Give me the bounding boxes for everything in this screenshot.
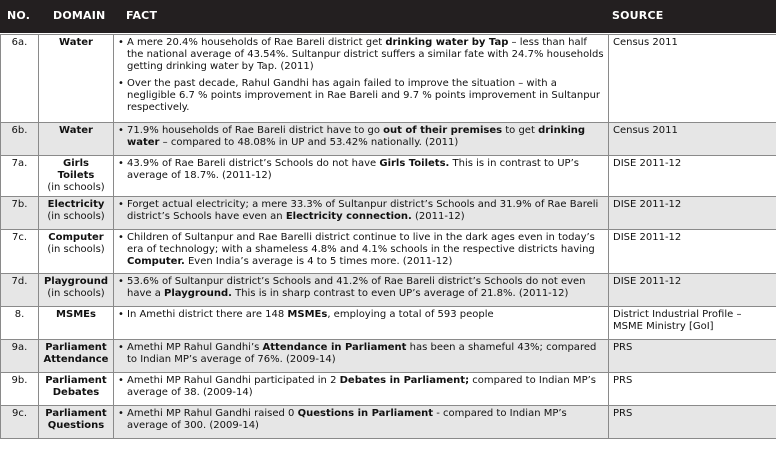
table-row xyxy=(1,373,776,406)
bullet-icon: • xyxy=(118,232,124,243)
row-domain xyxy=(39,406,114,439)
domain-subtitle: (in schools) xyxy=(47,244,105,255)
table-row xyxy=(1,35,776,123)
fact-bullet xyxy=(118,408,604,432)
fact-bullet xyxy=(118,78,604,114)
row-source: DISE 2011-12 xyxy=(609,156,776,197)
row-source: District Industrial Profile – MSME Ministry [GoI] xyxy=(609,307,776,340)
fact-text: to get xyxy=(502,125,539,136)
row-domain xyxy=(39,156,114,197)
fact-emphasis: Computer. xyxy=(127,256,185,267)
row-source: DISE 2011-12 xyxy=(609,197,776,230)
fact-emphasis: out of their premises xyxy=(383,125,503,136)
domain-name: Electricity xyxy=(47,199,105,210)
row-fact xyxy=(114,373,609,406)
row-source: PRS xyxy=(609,373,776,406)
fact-text: Children of Sultanpur and Rae Barelli district continue to live in the dark ages even in today’s era of technology; with a shameless 4.8% and 4.1% schools in the respective districts having xyxy=(127,232,595,255)
fact-bullet xyxy=(118,276,604,300)
fact-text: Amethi MP Rahul Gandhi raised 0 xyxy=(127,408,298,419)
table-row xyxy=(1,307,776,340)
row-number: 7a. xyxy=(1,156,39,197)
fact-text: 71.9% households of Rae Bareli district have to go xyxy=(127,125,384,136)
fact-bullet xyxy=(118,158,604,182)
table-row xyxy=(1,197,776,230)
fact-text: Amethi MP Rahul Gandhi participated in 2 xyxy=(127,375,340,386)
header-fact: FACT xyxy=(126,9,158,22)
row-domain xyxy=(39,123,114,156)
row-number: 9b. xyxy=(1,373,39,406)
row-fact xyxy=(114,340,609,373)
bullet-icon: • xyxy=(118,375,124,386)
table-header xyxy=(0,0,776,33)
fact-emphasis: Girls Toilets. xyxy=(379,158,450,169)
table-row xyxy=(1,123,776,156)
domain-name: MSMEs xyxy=(56,309,96,320)
table-row xyxy=(1,406,776,439)
header-domain: DOMAIN xyxy=(53,9,106,22)
fact-text: - compared to Indian MP’s average of 300. (2009-14) xyxy=(127,408,567,431)
domain-name: Parliament Debates xyxy=(45,375,107,398)
table-row xyxy=(1,156,776,197)
domain-subtitle: (in schools) xyxy=(47,211,105,222)
fact-text: 53.6% of Sultanpur district’s Schools and 41.2% of Rae Bareli district’s Schools do not even have a xyxy=(127,276,586,299)
domain-name: Parliament Questions xyxy=(45,408,107,431)
fact-text: A mere 20.4% households of Rae Bareli district get xyxy=(127,37,386,48)
domain-name: Computer xyxy=(48,232,104,243)
fact-text: has been a shameful 43%; compared to Indian MP’s average of 76%. (2009-14) xyxy=(127,342,597,365)
fact-text: 43.9% of Rae Bareli district’s Schools do not have xyxy=(127,158,380,169)
fact-emphasis: drinking water xyxy=(127,125,586,148)
row-source: PRS xyxy=(609,340,776,373)
row-domain xyxy=(39,340,114,373)
row-number: 8. xyxy=(1,307,39,340)
row-source: PRS xyxy=(609,406,776,439)
row-number: 7d. xyxy=(1,274,39,307)
fact-emphasis: Playground. xyxy=(164,288,232,299)
row-number: 7b. xyxy=(1,197,39,230)
fact-bullet xyxy=(118,199,604,223)
fact-emphasis: Questions in Parliament xyxy=(297,408,434,419)
row-fact xyxy=(114,35,609,123)
domain-subtitle: (in schools) xyxy=(47,182,105,193)
bullet-icon: • xyxy=(118,199,124,210)
fact-text: Even India’s average is 4 to 5 times more. (2011-12) xyxy=(184,256,453,267)
row-fact xyxy=(114,197,609,230)
bullet-icon: • xyxy=(118,309,124,320)
fact-text: In Amethi district there are 148 xyxy=(127,309,288,320)
bullet-icon: • xyxy=(118,78,124,89)
row-number: 7c. xyxy=(1,230,39,274)
row-number: 6a. xyxy=(1,35,39,123)
fact-bullet xyxy=(118,125,604,149)
fact-emphasis: Electricity connection. xyxy=(285,211,412,222)
fact-emphasis: Debates in Parliament; xyxy=(339,375,470,386)
fact-text: , employing a total of 593 people xyxy=(327,309,494,320)
fact-text: (2011-12) xyxy=(411,211,465,222)
row-fact xyxy=(114,156,609,197)
fact-bullet xyxy=(118,375,604,399)
row-domain xyxy=(39,35,114,123)
row-number: 9a. xyxy=(1,340,39,373)
row-domain xyxy=(39,230,114,274)
header-no: NO. xyxy=(7,9,31,22)
fact-text: This is in contrast to UP’s average of 18.7%. (2011-12) xyxy=(127,158,579,181)
bullet-icon: • xyxy=(118,276,124,287)
row-source: Census 2011 xyxy=(609,123,776,156)
row-domain xyxy=(39,197,114,230)
fact-text: This is in sharp contrast to even UP’s average of 21.8%. (2011-12) xyxy=(231,288,569,299)
row-number: 6b. xyxy=(1,123,39,156)
row-fact xyxy=(114,230,609,274)
row-domain xyxy=(39,307,114,340)
domain-name: Water xyxy=(59,125,93,136)
fact-emphasis: MSMEs xyxy=(287,309,328,320)
fact-bullet xyxy=(118,342,604,366)
bullet-icon: • xyxy=(118,158,124,169)
header-source: SOURCE xyxy=(612,9,664,22)
row-fact xyxy=(114,274,609,307)
bullet-icon: • xyxy=(118,37,124,48)
row-fact xyxy=(114,406,609,439)
table-row xyxy=(1,274,776,307)
row-source: Census 2011 xyxy=(609,35,776,123)
fact-bullet xyxy=(118,37,604,73)
row-source: DISE 2011-12 xyxy=(609,230,776,274)
facts-table xyxy=(0,34,776,439)
domain-name: Parliament Attendance xyxy=(43,342,109,365)
fact-text: – compared to 48.08% in UP and 53.42% nationally. (2011) xyxy=(159,137,459,148)
fact-text: compared to Indian MP’s average of 38. (2009-14) xyxy=(127,375,596,398)
table-row xyxy=(1,340,776,373)
fact-emphasis: Attendance in Parliament xyxy=(262,342,407,353)
fact-text: – less than half the national average of 43.54%. Sultanpur district suffers a similar fate with 24.7% households getting drinking water by Tap. (2011) xyxy=(127,37,604,72)
row-fact xyxy=(114,307,609,340)
bullet-icon: • xyxy=(118,342,124,353)
row-domain xyxy=(39,373,114,406)
domain-name: Playground xyxy=(43,276,109,287)
fact-bullet xyxy=(118,232,604,268)
fact-text: Forget actual electricity; a mere 33.3% of Sultanpur district’s Schools and 31.9% of Rae Bareli district’s Schools have even an xyxy=(127,199,599,222)
fact-emphasis: drinking water by Tap xyxy=(385,37,509,48)
fact-text: Over the past decade, Rahul Gandhi has again failed to improve the situation – with a negligible 6.7 % points improvement in Rae Bareli and 9.7 % points improvement in Sultanpur respectively. xyxy=(127,78,601,113)
row-number: 9c. xyxy=(1,406,39,439)
domain-name: Girls Toilets xyxy=(57,158,95,181)
bullet-icon: • xyxy=(118,125,124,136)
bullet-icon: • xyxy=(118,408,124,419)
row-source: DISE 2011-12 xyxy=(609,274,776,307)
row-domain xyxy=(39,274,114,307)
fact-bullet xyxy=(118,309,604,321)
table-row xyxy=(1,230,776,274)
fact-text: Amethi MP Rahul Gandhi’s xyxy=(127,342,263,353)
row-fact xyxy=(114,123,609,156)
domain-name: Water xyxy=(59,37,93,48)
domain-subtitle: (in schools) xyxy=(47,288,105,299)
